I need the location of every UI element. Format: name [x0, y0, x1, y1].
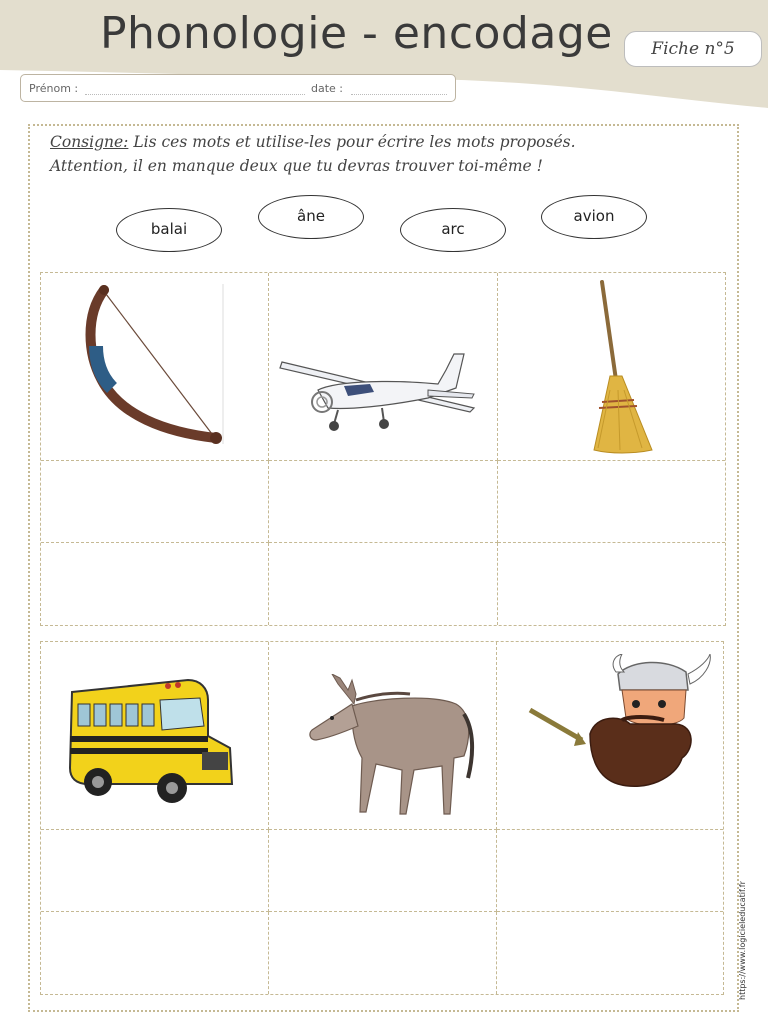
- writing-cell[interactable]: [41, 543, 269, 625]
- writing-cell[interactable]: [497, 830, 723, 912]
- writing-cell[interactable]: [269, 461, 498, 543]
- date-field[interactable]: [351, 94, 447, 95]
- writing-cell[interactable]: [498, 461, 725, 543]
- word-bank-ane: âne: [258, 195, 364, 239]
- date-label: date :: [311, 82, 344, 95]
- bow-and-arrow-icon: [82, 284, 230, 450]
- word-bank-avion: avion: [541, 195, 647, 239]
- writing-cell[interactable]: [498, 543, 725, 625]
- pirate-beard-icon: [526, 654, 714, 796]
- writing-cell[interactable]: [41, 461, 269, 543]
- student-info-box: [20, 74, 456, 102]
- writing-cell[interactable]: [41, 830, 269, 912]
- website-credit-text: https://www.logicieleducatif.fr: [738, 881, 747, 1000]
- writing-cell[interactable]: [41, 912, 269, 994]
- sheet-number-badge: Fiche n°5: [624, 31, 762, 67]
- school-bus-icon: [68, 674, 236, 808]
- word-bank-arc: arc: [400, 208, 506, 252]
- donkey-icon: [304, 674, 476, 818]
- writing-cell[interactable]: [269, 543, 498, 625]
- writing-cell[interactable]: [497, 912, 723, 994]
- broom-icon: [590, 280, 656, 454]
- writing-cell[interactable]: [269, 912, 497, 994]
- word-bank-balai: balai: [116, 208, 222, 252]
- instructions-line-1: Lis ces mots et utilise-les pour écrire les mots proposés.: [133, 133, 576, 151]
- first-name-label: Prénom :: [29, 82, 79, 95]
- first-name-field[interactable]: [85, 94, 305, 95]
- instructions: [50, 130, 710, 178]
- airplane-icon: [278, 350, 476, 434]
- instructions-line-2: Attention, il en manque deux que tu devras trouver toi-même !: [50, 157, 543, 175]
- website-credit: [736, 870, 750, 1000]
- writing-cell[interactable]: [269, 830, 497, 912]
- instructions-keyword: Consigne:: [50, 133, 129, 151]
- page-title: Phonologie - encodage: [100, 8, 613, 59]
